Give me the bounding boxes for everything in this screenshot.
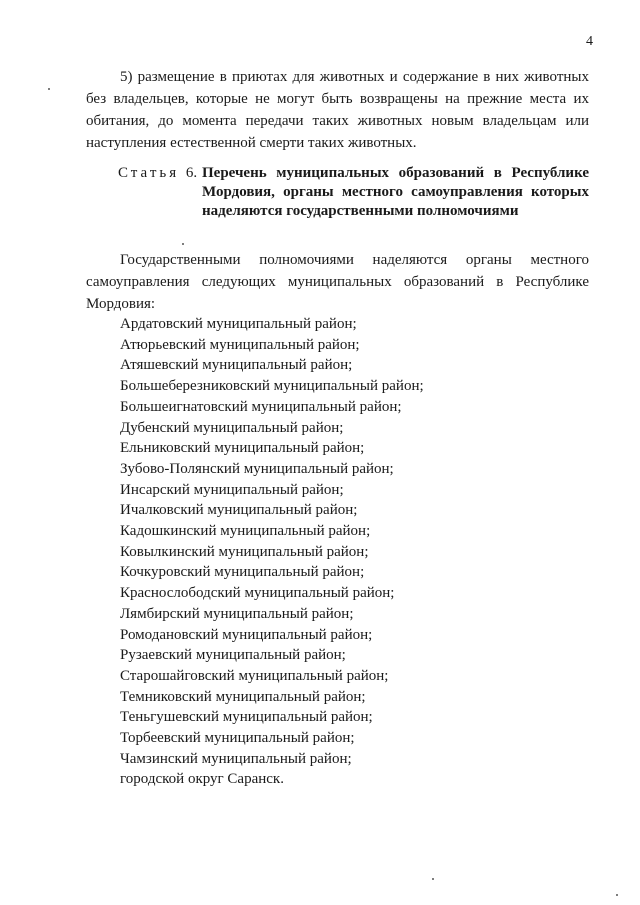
list-item: Кочкуровский муниципальный район; xyxy=(120,564,365,581)
list-item: Инсарский муниципальный район; xyxy=(120,481,344,498)
list-item: Ромодановский муниципальный район; xyxy=(120,626,373,643)
article-label xyxy=(118,164,197,183)
list-item: Ковылкинский муниципальный район; xyxy=(120,543,369,560)
page-number: 4 xyxy=(586,34,593,49)
list-item: Краснослободский муниципальный район; xyxy=(120,585,395,602)
list-item: Старошайговский муниципальный район; xyxy=(120,667,389,684)
scan-speck xyxy=(182,243,184,245)
list-item: Темниковский муниципальный район; xyxy=(120,688,366,705)
paragraph-item-5: 5) размещение в приютах для животных и содержание в них животных без владельцев, которые не могут быть возвращены на прежние места их обитания, до момента передачи таких животных новым владельцам или наступления естественной смерти таких животных. xyxy=(86,69,589,151)
article-title: Перечень муниципальных образований в Республике Мордовия, органы местного самоуправления которых наделяются государственными полномочиями xyxy=(202,165,589,219)
scan-speck xyxy=(616,894,618,896)
list-item: Рузаевский муниципальный район; xyxy=(120,647,346,664)
list-item: Атяшевский муниципальный район; xyxy=(120,357,353,374)
list-item: Кадошкинский муниципальный район; xyxy=(120,523,371,540)
list-item: Атюрьевский муниципальный район; xyxy=(120,336,360,353)
list-item: Ичалковский муниципальный район; xyxy=(120,502,358,519)
scan-speck xyxy=(48,88,50,90)
list-item: Ельниковский муниципальный район; xyxy=(120,440,365,457)
list-item: Лямбирский муниципальный район; xyxy=(120,605,354,622)
list-item: Зубово-Полянский муниципальный район; xyxy=(120,460,394,477)
list-item: Чамзинский муниципальный район; xyxy=(120,750,352,767)
list-item: Теньгушевский муниципальный район; xyxy=(120,709,373,726)
article-number: 6. xyxy=(185,165,198,181)
municipality-list xyxy=(120,314,424,790)
list-item: городской округ Саранск. xyxy=(120,771,284,788)
article-label-word: Статья xyxy=(118,165,180,181)
list-item: Ардатовский муниципальный район; xyxy=(120,316,357,332)
list-item: Торбеевский муниципальный район; xyxy=(120,730,355,747)
list-item: Дубенский муниципальный район; xyxy=(120,419,344,436)
scan-speck xyxy=(432,878,434,880)
intro-paragraph: Государственными полномочиями наделяются органы местного самоуправления следующих муниципальных образований в Республике Мордовия: xyxy=(86,252,589,312)
list-item: Большеигнатовский муниципальный район; xyxy=(120,398,402,415)
list-item: Большеберезниковский муниципальный район; xyxy=(120,378,424,395)
